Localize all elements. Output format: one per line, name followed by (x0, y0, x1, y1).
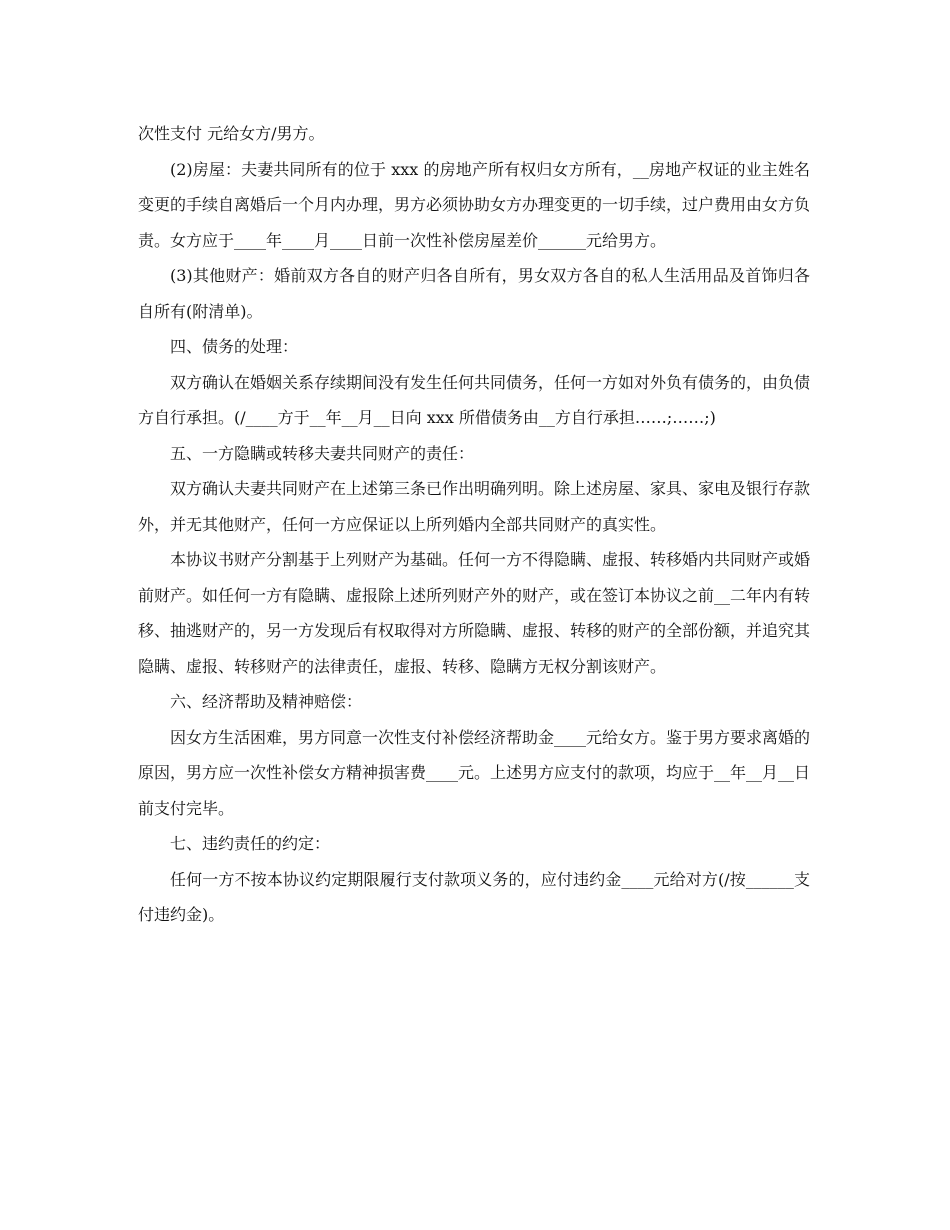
paragraph-house-clause: (2)房屋：夫妻共同所有的位于 xxx 的房地产所有权归女方所有，__房地产权证的业主姓名变更的手续自离婚后一个月内办理，男方必须协助女方办理变更的一切手续，过户费用由女方负责。女方应于____年____月____日前一次性补偿房屋差价______元给男方。 (138, 159, 811, 250)
heading-economic-assistance: 六、经济帮助及精神赔偿： (170, 692, 363, 711)
paragraph-property-confirmation: 双方确认夫妻共同财产在上述第三条已作出明确列明。除上述房屋、家具、家电及银行存款外，并无其他财产，任何一方应保证以上所列婚内全部共同财产的真实性。 (138, 479, 811, 534)
paragraph-payment-continuation: 次性支付 元给女方/男方。 (138, 124, 325, 143)
paragraph-debt-clause: 双方确认在婚姻关系存续期间没有发生任何共同债务，任何一方如对外负有债务的，由负债方自行承担。(/____方于__年__月__日向 xxx 所借债务由__方自行承担……;……;) (138, 372, 811, 427)
heading-concealment-liability: 五、一方隐瞒或转移夫妻共同财产的责任： (170, 443, 475, 463)
document-body (138, 116, 810, 933)
heading-debt-handling: 四、债务的处理： (170, 337, 299, 356)
paragraph-breach-clause: 任何一方不按本协议约定期限履行支付款项义务的，应付违约金____元给对方(/按______支付违约金)。 (138, 869, 810, 924)
heading-breach-liability: 七、违约责任的约定： (170, 834, 331, 853)
paragraph-other-property-clause: (3)其他财产：婚前双方各自的财产归各自所有，男女双方各自的私人生活用品及首饰归各自所有(附清单)。 (138, 266, 810, 321)
paragraph-compensation-clause: 因女方生活困难，男方同意一次性支付补偿经济帮助金____元给女方。鉴于男方要求离婚的原因，男方应一次性补偿女方精神损害费____元。上述男方应支付的款项，均应于__年__月__日前支付完毕。 (138, 727, 811, 818)
paragraph-property-division-basis: 本协议书财产分割基于上列财产为基础。任何一方不得隐瞒、虚报、转移婚内共同财产或婚前财产。如任何一方有隐瞒、虚报除上述所列财产外的财产，或在签订本协议之前__二年内有转移、抽逃财产的，另一方发现后有权取得对方所隐瞒、虚报、转移的财产的全部份额，并追究其隐瞒、虚报、转移财产的法律责任，虚报、转移、隐瞒方无权分割该财产。 (138, 550, 811, 676)
